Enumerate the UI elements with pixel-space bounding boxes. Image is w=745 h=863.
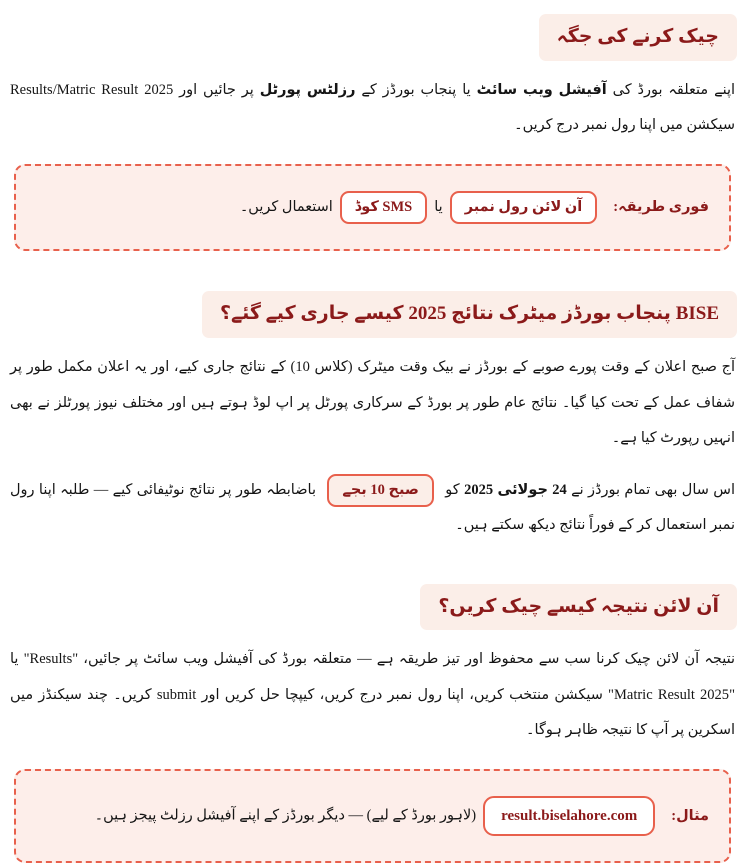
example-label: مثال:	[671, 807, 709, 824]
released-paragraph-2	[10, 473, 735, 544]
heading-check-online: آن لائن نتیجہ کیسے چیک کریں؟	[420, 584, 737, 631]
heading-where-to-check: چیک کرنے کی جگہ	[539, 14, 737, 61]
where-text-2: یا پنجاب بورڈز کے	[355, 81, 477, 98]
release-date-bold: 24 جولائی 2025	[464, 481, 567, 498]
quick-method-label: فوری طریقہ:	[613, 198, 709, 215]
section-where-heading-row	[8, 14, 737, 61]
section-released-heading-row	[8, 291, 737, 338]
released-paragraph-1: آج صبح اعلان کے وقت پورے صوبے کے بورڈز نے بیک وقت میٹرک (کلاس 10) کے نتائج جاری کیے، اور یہ اعلان مکمل طور پر شفاف عمل کے تحت کیا گیا۔ نتائج عام طور پر بورڈ کے سرکاری پورٹل پر اپ لوڈ ہوتے ہیں اور مختلف نیوز پورٹلز نے بھی انہیں رپورٹ کیا ہے۔	[10, 359, 735, 447]
released-text-1: اس سال بھی تمام بورڈز نے	[566, 481, 735, 498]
where-paragraph	[10, 73, 735, 144]
quick-method-tail: استعمال کریں۔	[239, 198, 333, 215]
online-roll-number-chip: آن لائن رول نمبر	[450, 191, 598, 225]
check-online-paragraph: نتیجہ آن لائن چیک کرنا سب سے محفوظ اور تیز طریقہ ہے — متعلقہ بورڈ کی آفیشل ویب سائٹ پر جائیں، "Results" یا "Matric Result 2025" سیکشن منتخب کریں، اپنا رول نمبر درج کریں، کیپچا حل کریں اور submit کریں۔ چند سیکنڈز میں اسکرین پر آپ کا نتیجہ ظاہر ہوگا۔	[10, 651, 736, 739]
where-text-1: اپنے متعلقہ بورڈ کی	[606, 81, 736, 98]
released-text-3: باضابطہ طور پر نتائج نوٹیفائی کیے — طلبہ اپنا رول نمبر استعمال کر کے فوراً نتائج دیکھ سکتے ہیں۔	[10, 481, 735, 534]
where-text-3: پر جائیں اور Results/Matric Result 2025 سیکشن میں اپنا رول نمبر درج کریں۔	[10, 81, 735, 134]
result-url-link[interactable]: result.biselahore.com	[483, 796, 655, 837]
official-website-bold: آفیشل ویب سائٹ	[476, 81, 607, 98]
example-callout	[14, 769, 731, 863]
sms-code-chip: SMS کوڈ	[340, 191, 427, 225]
released-text-2: کو	[440, 481, 465, 498]
results-portal-bold: رزلٹس پورٹل	[259, 81, 356, 98]
section-check-online-heading-row	[8, 584, 737, 631]
or-word: یا	[434, 198, 443, 215]
release-time-chip: صبح 10 بجے	[327, 474, 434, 508]
example-tail: (لاہور بورڈ کے لیے) — دیگر بورڈز کے اپنے آفیشل رزلٹ پیجز ہیں۔	[94, 807, 477, 824]
heading-how-released: BISE پنجاب بورڈز میٹرک نتائج 2025 کیسے جاری کیے گئے؟	[202, 291, 737, 338]
quick-method-callout	[14, 164, 731, 252]
